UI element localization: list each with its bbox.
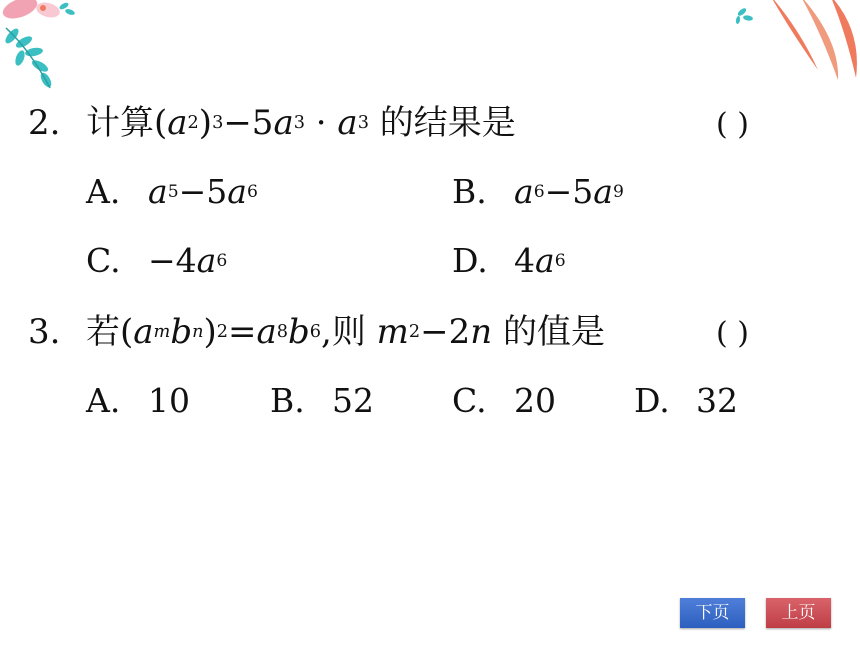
question-2-answer-paren: ( ) — [716, 107, 749, 142]
question-3-number: 3. — [28, 312, 61, 352]
question-2-option-c[interactable]: C. $-4a^6$ — [86, 241, 228, 280]
question-2-option-d[interactable]: D. $4a^6$ — [452, 241, 566, 280]
floral-decoration-left-icon — [0, 0, 120, 100]
question-2-stem: 计算$(a^2)^3-5a^3 \cdot a^3$ 的结果是 — [86, 103, 516, 143]
question-3-option-b[interactable]: B. 52 — [270, 381, 374, 420]
question-2-option-b[interactable]: B. $a^6-5a^9$ — [452, 172, 624, 211]
question-3-option-c[interactable]: C. 20 — [452, 381, 556, 420]
floral-decoration-right-icon — [730, 0, 860, 90]
question-3-answer-paren: ( ) — [716, 316, 749, 351]
question-3 — [0, 312, 860, 356]
question-3-stem: 若$(a^mb^n)^2=a^8b^6$,则 $m^2-2n$ 的值是 — [86, 312, 605, 352]
next-page-button[interactable]: 下页 — [680, 598, 745, 628]
question-3-option-d[interactable]: D. 32 — [634, 381, 738, 420]
question-3-option-a[interactable]: A. 10 — [86, 381, 190, 420]
previous-page-button[interactable]: 上页 — [766, 598, 831, 628]
question-2 — [0, 103, 860, 147]
question-2-number: 2. — [28, 103, 61, 143]
question-2-option-a[interactable]: A. $a^5-5a^6$ — [86, 172, 258, 211]
